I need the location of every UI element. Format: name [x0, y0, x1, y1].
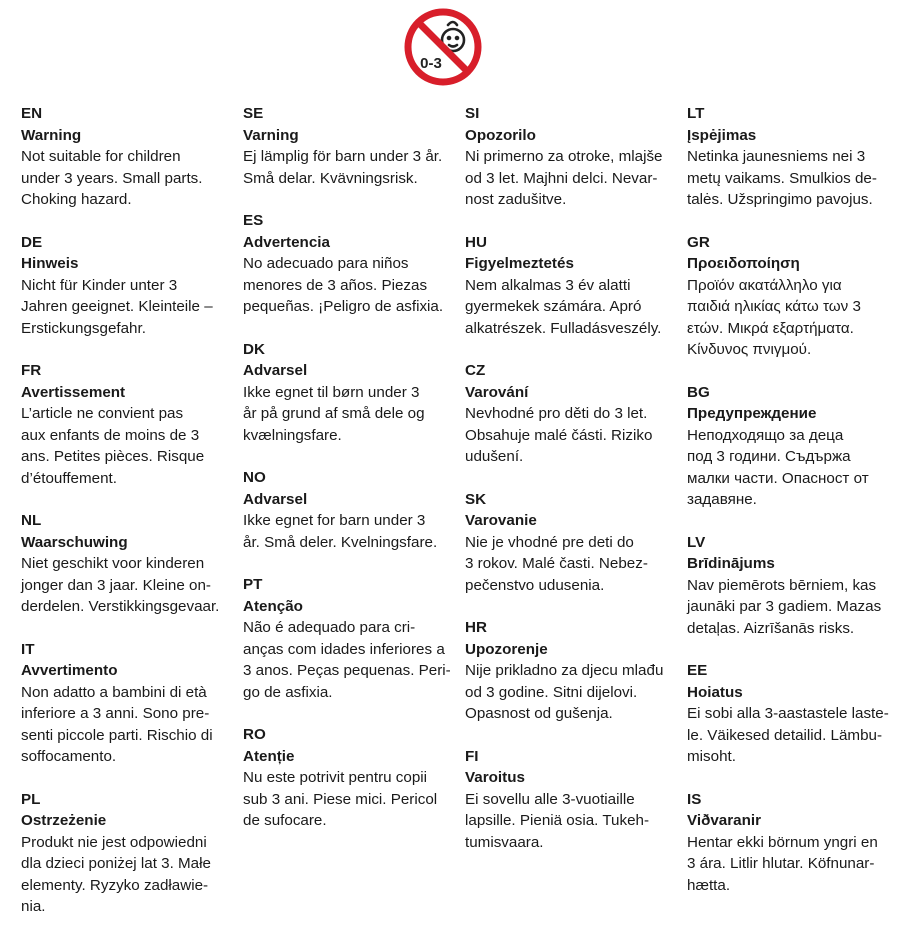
- warning-title: Ostrzeżenie: [21, 812, 107, 829]
- language-column-4: [687, 103, 905, 917]
- warning-title: Upozorenje: [465, 640, 548, 658]
- warning-entry-de: [21, 232, 239, 340]
- language-code: SI: [465, 105, 480, 122]
- warning-text-line: Hentar ekki börnum yngri en: [687, 833, 878, 851]
- warning-entry-se: [243, 103, 461, 189]
- warning-entry-en: [21, 103, 239, 211]
- language-code: FI: [465, 747, 479, 765]
- warning-text-line: go de asfixia.: [243, 683, 333, 701]
- warning-entry-hr: [465, 617, 683, 725]
- warning-entry-fi: [465, 746, 683, 854]
- warning-title: Viðvaranir: [687, 812, 762, 829]
- warning-text-line: Неподходящо за деца: [687, 426, 844, 444]
- warning-title: Waarschuwing: [21, 533, 128, 551]
- warning-text-line: Προϊόν ακατάλληλο για: [687, 276, 842, 294]
- language-code: PL: [21, 790, 41, 808]
- language-code: GR: [687, 233, 710, 251]
- warning-text-line: задавяне.: [687, 491, 757, 508]
- warning-entry-lt: [687, 103, 905, 211]
- language-code: DK: [243, 340, 265, 358]
- warning-title: Hoiatus: [687, 683, 743, 701]
- warning-text-line: Choking hazard.: [21, 191, 132, 208]
- warning-text-line: Ikke egnet for barn under 3: [243, 512, 426, 529]
- warning-text-line: Produkt nie jest odpowiedni: [21, 833, 207, 851]
- warning-title: Varoitus: [465, 769, 525, 786]
- warning-text-line: Not suitable for children: [21, 148, 181, 165]
- language-code: RO: [243, 726, 266, 743]
- warning-entry-cz: [465, 360, 683, 468]
- warning-entry-nl: [21, 510, 239, 618]
- age-label: 0-3: [420, 55, 442, 72]
- warning-text-line: 3 anos. Peças pequenas. Peri-: [243, 662, 451, 679]
- warning-title: Opozorilo: [465, 126, 536, 144]
- warning-text-line: detaļas. Aizrīšanās risks.: [687, 619, 855, 637]
- warning-text-line: Nije prikladno za djecu mlađu: [465, 662, 664, 679]
- warning-text-line: kvælningsfare.: [243, 426, 342, 444]
- warning-text-line: under 3 years. Small parts.: [21, 169, 203, 187]
- warning-text-line: od 3 godine. Sitni dijelovi.: [465, 683, 638, 701]
- warning-text-line: ans. Petites pièces. Risque: [21, 448, 205, 465]
- warning-text-line: Små delar. Kvävningsrisk.: [243, 169, 418, 187]
- warning-title: Avvertimento: [21, 662, 118, 679]
- warning-text-line: Niet geschikt voor kinderen: [21, 555, 205, 572]
- warning-title: Advarsel: [243, 490, 308, 508]
- warning-text-line: Ej lämplig för barn under 3 år.: [243, 148, 443, 165]
- warning-text-line: dla dzieci poniżej lat 3. Małe: [21, 855, 211, 872]
- language-code: FR: [21, 362, 42, 379]
- warning-text-line: udušení.: [465, 448, 524, 465]
- warning-text-line: elementy. Ryzyko zadławie-: [21, 876, 209, 894]
- warning-text-line: de sufocare.: [243, 812, 327, 829]
- warning-text-line: Ei sovellu alle 3-vuotiaille: [465, 790, 635, 808]
- warning-text-line: Nu este potrivit pentru copii: [243, 769, 428, 786]
- warning-entry-dk: [243, 339, 461, 447]
- language-column-2: [243, 103, 461, 853]
- language-code: ES: [243, 212, 264, 229]
- language-code: SE: [243, 105, 264, 122]
- language-code: EE: [687, 662, 708, 679]
- language-code: PT: [243, 576, 263, 593]
- warning-entry-si: [465, 103, 683, 211]
- warning-text-line: soffocamento.: [21, 748, 117, 765]
- warning-entry-gr: [687, 232, 905, 361]
- warning-text-line: No adecuado para niños: [243, 255, 409, 272]
- warning-entry-it: [21, 639, 239, 768]
- warning-title: Varování: [465, 383, 529, 401]
- language-code: DE: [21, 233, 43, 251]
- language-code: SK: [465, 490, 487, 508]
- warning-text-line: Non adatto a bambini di età: [21, 683, 207, 701]
- warning-text-line: Nie je vhodné pre deti do: [465, 533, 634, 551]
- warning-text-line: ετών. Μικρά εξαρτήματα.: [687, 319, 854, 337]
- warning-text-line: Κίνδυνος πνιγμού.: [687, 341, 812, 358]
- warning-text-line: Nicht für Kinder unter 3: [21, 276, 178, 294]
- warning-text-line: Netinka jaunesniems nei 3: [687, 148, 866, 165]
- language-code: NO: [243, 469, 266, 486]
- warning-text-line: jonger dan 3 jaar. Kleine on-: [21, 576, 211, 594]
- warning-text-line: od 3 let. Majhni delci. Nevar-: [465, 169, 658, 187]
- warning-text-line: anças com idades inferiores a: [243, 640, 445, 658]
- language-code: CZ: [465, 362, 486, 379]
- warning-title: Atenção: [243, 597, 303, 615]
- warning-text-line: sub 3 ani. Piese mici. Pericol: [243, 790, 438, 808]
- warning-title: Figyelmeztetés: [465, 255, 574, 272]
- warning-entry-lv: [687, 532, 905, 640]
- warning-text-line: Não é adequado para cri-: [243, 619, 416, 636]
- warning-text-line: menores de 3 años. Piezas: [243, 276, 428, 294]
- warning-text-line: Ikke egnet til børn under 3: [243, 383, 420, 401]
- warning-text-line: le. Väikesed detailid. Lämbu-: [687, 726, 883, 744]
- warning-text-line: derdelen. Verstikkingsgevaar.: [21, 598, 220, 615]
- warning-text-line: малки части. Опасност от: [687, 469, 869, 487]
- warning-title: Įspėjimas: [687, 126, 757, 144]
- language-code: NL: [21, 512, 42, 529]
- language-code: BG: [687, 383, 710, 401]
- warning-text-line: под 3 години. Съдържа: [687, 448, 851, 465]
- warning-entry-ee: [687, 660, 905, 768]
- warning-title: Hinweis: [21, 255, 79, 272]
- language-column-3: [465, 103, 683, 874]
- warning-title: Предупреждение: [687, 405, 817, 422]
- warning-text-line: Nem alkalmas 3 év alatti: [465, 276, 631, 294]
- warning-text-line: παιδιά ηλικίας κάτω των 3: [687, 298, 861, 315]
- no-children-under-3-icon: [403, 7, 483, 87]
- warning-title: Warning: [21, 126, 82, 144]
- warning-text-line: aux enfants de moins de 3: [21, 426, 200, 444]
- warning-entry-es: [243, 210, 461, 318]
- warning-title: Varning: [243, 126, 299, 144]
- language-code: IS: [687, 790, 702, 808]
- warning-text-line: lapsille. Pieniä osia. Tukeh-: [465, 812, 650, 829]
- warning-text-line: senti piccole parti. Rischio di: [21, 726, 213, 744]
- warning-entry-hu: [465, 232, 683, 340]
- warning-entry-pt: [243, 574, 461, 703]
- warning-text-line: Nevhodné pro děti do 3 let.: [465, 405, 648, 422]
- warning-text-line: Erstickungsgefahr.: [21, 319, 146, 337]
- warning-text-line: Nav piemērots bērniem, kas: [687, 576, 877, 594]
- language-code: HU: [465, 233, 487, 251]
- language-code: LV: [687, 533, 706, 551]
- warning-text-line: pečenstvo udusenia.: [465, 576, 605, 594]
- warning-text-line: alkatrészek. Fulladásveszély.: [465, 319, 662, 337]
- warning-title: Varovanie: [465, 512, 537, 529]
- warning-text-line: tumisvaara.: [465, 833, 544, 851]
- warning-text-line: nost zadušitve.: [465, 191, 567, 208]
- warning-entry-is: [687, 789, 905, 897]
- warning-text-line: d’étouffement.: [21, 469, 117, 487]
- warning-text-line: L’article ne convient pas: [21, 405, 184, 422]
- warning-text-line: Ei sobi alla 3-aastastele laste-: [687, 705, 889, 722]
- warning-text-line: hætta.: [687, 876, 731, 894]
- warning-text-line: Jahren geeignet. Kleinteile –: [21, 298, 213, 315]
- warning-text-line: Ni primerno za otroke, mlajše: [465, 148, 663, 165]
- warning-text-line: gyermekek számára. Apró: [465, 298, 642, 315]
- warning-text-line: år. Små deler. Kvelningsfare.: [243, 533, 438, 551]
- warning-entry-no: [243, 467, 461, 553]
- warning-title: Avertissement: [21, 383, 126, 401]
- warning-entry-sk: [465, 489, 683, 597]
- warning-text-line: 3 rokov. Malé časti. Nebez-: [465, 555, 648, 572]
- warning-text-line: jaunāki par 3 gadiem. Mazas: [687, 598, 882, 615]
- warning-title: Atenție: [243, 747, 295, 765]
- warning-text-line: Opasnost od gušenja.: [465, 705, 613, 722]
- warning-text-line: inferiore a 3 anni. Sono pre-: [21, 705, 210, 722]
- warning-entry-fr: [21, 360, 239, 489]
- warning-entry-ro: [243, 724, 461, 832]
- warning-text-line: nia.: [21, 898, 46, 915]
- warning-title: Προειδοποίηση: [687, 255, 800, 272]
- warning-text-line: år på grund af små dele og: [243, 405, 425, 422]
- language-column-1: [21, 103, 239, 939]
- language-code: HR: [465, 619, 487, 636]
- warning-text-line: talės. Užspringimo pavojus.: [687, 191, 873, 208]
- language-code: EN: [21, 105, 43, 122]
- warning-text-line: pequeñas. ¡Peligro de asfixia.: [243, 298, 444, 315]
- warning-text-line: 3 ára. Litlir hlutar. Köfnunar-: [687, 855, 875, 872]
- warning-title: Advarsel: [243, 362, 308, 379]
- warning-title: Advertencia: [243, 233, 330, 251]
- warning-text-line: Obsahuje malé části. Riziko: [465, 426, 653, 444]
- warning-entry-pl: [21, 789, 239, 918]
- warning-text-line: metų vaikams. Smulkios de-: [687, 169, 877, 187]
- warning-text-line: misoht.: [687, 748, 736, 765]
- warning-title: Brīdinājums: [687, 555, 775, 572]
- warning-entry-bg: [687, 382, 905, 511]
- language-code: IT: [21, 640, 35, 658]
- language-code: LT: [687, 105, 705, 122]
